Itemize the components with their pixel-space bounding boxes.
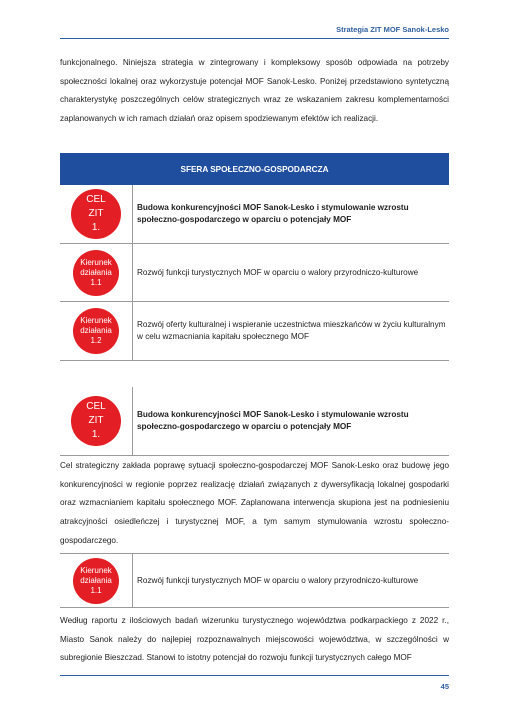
- goal-badge-line: 1.: [91, 429, 101, 440]
- goal-row: [60, 387, 449, 456]
- direction-text: Rozwój funkcji turystycznych MOF w oparciu o walory przyrodniczo-kulturowe: [137, 575, 419, 585]
- direction-row: [60, 302, 449, 361]
- goal-badge-line: ZIT: [88, 415, 104, 426]
- direction-badge-line: działania: [80, 575, 112, 585]
- goal-text: Budowa konkurencyjności MOF Sanok-Lesko i stymulowanie wzrostu społeczno-gospodarczego w oparciu o potencjały MOF: [137, 203, 409, 224]
- goal-description-paragraph: Cel strategiczny zakłada poprawę sytuacji społeczno-gospodarczej MOF Sanok-Lesko oraz budowę jego konkurencyjności w regionie poprzez realizację działań związanych z dywersyfikacją lokalnej gospodarki oraz wzmacnianiem kapitału społecznego MOF. Zaplanowana interwencja skupiona jest na podniesieniu atrakcyjności osiedleńczej i turystycznej MOF, a tym samym stymulowania wzrostu społeczno-gospodarczego.: [60, 461, 449, 545]
- direction-badge-line: 1.1: [90, 585, 102, 595]
- direction-badge-line: 1.1: [90, 277, 102, 287]
- direction-row: [60, 244, 449, 302]
- direction-badge-line: Kierunek: [80, 316, 112, 325]
- direction-badge: [73, 558, 119, 604]
- direction-badge-line: działania: [80, 267, 112, 277]
- goals-table: [60, 153, 449, 361]
- direction-badge-line: Kierunek: [80, 257, 112, 267]
- goal-badge-line: 1.: [91, 222, 101, 233]
- goal-section-table: [60, 387, 449, 456]
- running-header-title: Strategia ZIT MOF Sanok-Lesko: [336, 25, 449, 34]
- direction-badge-line: Kierunek: [80, 565, 112, 575]
- direction-badge-line: 1.2: [90, 336, 102, 345]
- goal-text: Budowa konkurencyjności MOF Sanok-Lesko i stymulowanie wzrostu społeczno-gospodarczego w oparciu o potencjały MOF: [137, 410, 409, 431]
- direction-badge-line: działania: [80, 326, 112, 335]
- direction-text: Rozwój oferty kulturalnej i wspieranie uczestnictwa mieszkańców w życiu kulturalnym w celu wzmacniania kapitału społecznego MOF: [137, 320, 446, 341]
- goal-badge: [71, 189, 121, 239]
- direction-section-table: [60, 553, 449, 608]
- direction-badge: [73, 250, 119, 296]
- direction-text: Rozwój funkcji turystycznych MOF w oparciu o walory przyrodniczo-kulturowe: [137, 267, 419, 277]
- direction-badge: [73, 308, 119, 354]
- goal-row: [60, 185, 449, 244]
- direction-description-paragraph: Według raportu z ilościowych badań wizerunku turystycznego województwa podkarpackiego z 2022 r., Miasto Sanok należy do najlepiej rozpoznawalnych miejscowości województwa, w szczególności w subregionie Bieszczad. Stanowi to istotny potencjał do rozwoju funkcji turystycznych całego MOF: [60, 616, 449, 663]
- header-divider: [60, 38, 449, 39]
- goal-badge: [71, 396, 121, 446]
- footer-divider: [60, 675, 449, 676]
- intro-paragraph: funkcjonalnego. Niniejsza strategia w zintegrowany i kompleksowy sposób odpowiada na potrzeby społeczności lokalnej oraz wykorzystuje potencjał MOF Sanok-Lesko. Poniżej przedstawiono syntetyczną charakterystykę poszczególnych celów strategicznych wraz ze wskazaniem zakresu komplementarności zaplanowanych w ich ramach działań oraz opisem spodziewanym efektów ich realizacji.: [60, 58, 449, 124]
- goal-badge-line: ZIT: [88, 208, 104, 219]
- goal-badge-line: CEL: [86, 401, 106, 412]
- direction-row: [60, 554, 449, 608]
- goal-badge-line: CEL: [86, 194, 106, 205]
- page-number: 45: [440, 682, 449, 691]
- sphere-banner: SFERA SPOŁECZNO-GOSPODARCZA: [60, 153, 449, 185]
